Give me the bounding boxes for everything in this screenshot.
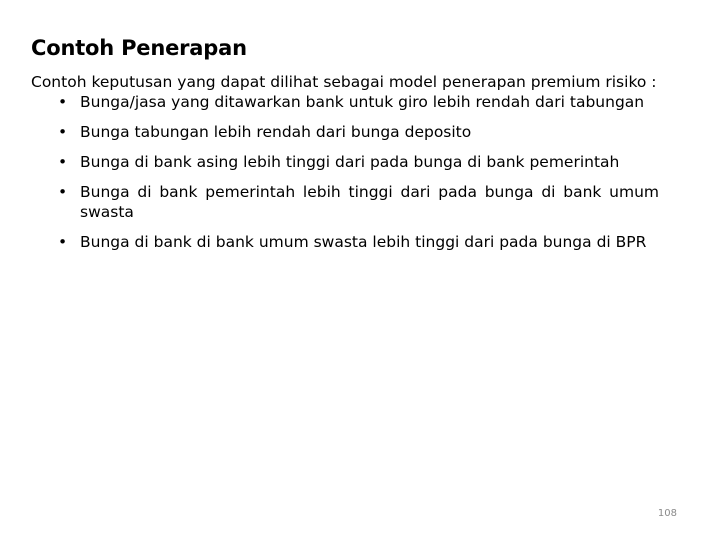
bullet-item [58,92,659,112]
bullet-icon: • [58,183,68,201]
bullet-text: Bunga tabungan lebih rendah dari bunga deposito [80,123,472,141]
bullet-item [58,232,659,252]
slide-body [31,72,659,262]
bullet-icon: • [58,93,68,111]
bullet-text: Bunga/jasa yang ditawarkan bank untuk giro lebih rendah dari tabungan [80,93,645,111]
bullet-icon: • [58,123,68,141]
bullet-item [58,152,659,172]
bullet-item [58,122,659,142]
page-number: 108 [657,508,677,519]
bullet-text: Bunga di bank di bank umum swasta lebih tinggi dari pada bunga di BPR [80,233,647,251]
bullet-item [58,182,659,222]
bullet-text: Bunga di bank pemerintah lebih tinggi dari pada bunga di bank umum swasta [80,183,659,221]
intro-text: Contoh keputusan yang dapat dilihat sebagai model penerapan premium risiko : [31,73,657,91]
slide-title: Contoh Penerapan [31,36,247,60]
bullet-list [31,92,659,252]
bullet-text: Bunga di bank asing lebih tinggi dari pada bunga di bank pemerintah [80,153,620,171]
bullet-icon: • [58,233,68,251]
bullet-icon: • [58,153,68,171]
